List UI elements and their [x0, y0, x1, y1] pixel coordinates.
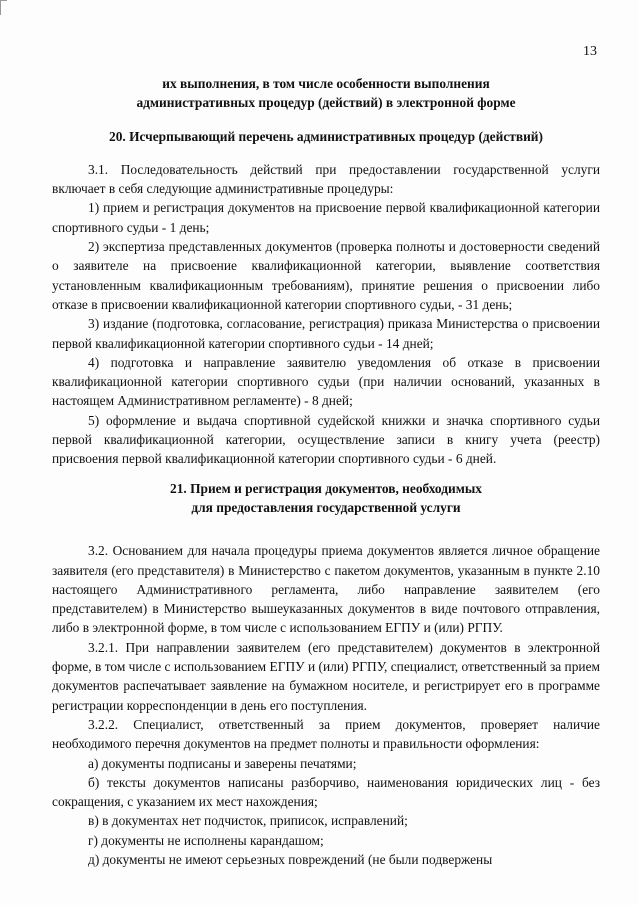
list-item-3: 3) издание (подготовка, согласование, регистрация) приказа Министерства о присвоении первой квалификационной категории спортивного судьи - 14 дней;: [52, 316, 600, 351]
heading-21-line-2: для предоставления государственной услуги: [191, 499, 461, 515]
heading-line-1: их выполнения, в том числе особенности выполнения: [162, 76, 490, 91]
list-item-2: 2) экспертиза представленных документов (проверка полноты и достоверности сведений о заявителе на присвоение квалификационной категории, выявление соответствия установленным квалификационным требованиям), принятие решения о присвоении либо отказе в присвоении квалификационной категории спортивного судьи, - 31 день;: [52, 239, 600, 312]
list-item-d: д) документы не имеют серьезных повреждений (не были подвержены: [88, 851, 493, 867]
page-number: 13: [583, 44, 597, 59]
paragraph-3-1: 3.1. Последовательность действий при предоставлении государственной услуги включает в себя следующие административные процедуры:: [52, 161, 600, 197]
list-item-g: г) документы не исполнены карандашом;: [88, 832, 324, 848]
paragraph-3-2-1: 3.2.1. При направлении заявителем (его представителем) документов в электронной форме, в том числе с использованием ЕГПУ и (или) РГПУ, специалист, ответственный за прием документов распечатывает заявление на бумажном носителе, и регистрирует его в программе регистрации корреспонденции в день его поступления.: [52, 639, 600, 713]
list-item-v: в) в документах нет подчисток, приписок, исправлений;: [88, 813, 408, 829]
list-item-a: а) документы подписаны и заверены печатями;: [88, 755, 357, 771]
list-item-1: 1) прием и регистрация документов на присвоение первой квалификационной категории спортивного судьи - 1 день;: [52, 200, 600, 235]
heading-21-line-1: 21. Прием и регистрация документов, необходимых: [170, 480, 482, 496]
heading-line-2: административных процедур (действий) в электронной форме: [136, 95, 516, 111]
section-heading-continued: [52, 74, 600, 113]
paragraph-3-2-2: 3.2.2. Специалист, ответственный за прием документов, проверяет наличие необходимого перечня документов на предмет полноты и правильности оформления:: [52, 716, 600, 752]
document-body: [52, 74, 600, 869]
paragraph-3-2: 3.2. Основанием для начала процедуры приема документов является личное обращение заявителя (его представителя) в Министерство с пакетом документов, указанным в пункте 2.10 настоящего Административного регламента, либо направление заявителем (его представителем) в Министерство вышеуказанных документов в виде почтового отправления, либо в электронной форме, в том числе с использованием ЕГПУ и (или) РГПУ.: [52, 543, 600, 636]
section-heading-21: [52, 479, 600, 518]
section-heading-20: 20. Исчерпывающий перечень административных процедур (действий): [109, 128, 543, 144]
list-item-5: 5) оформление и выдача спортивной судейской книжки и значка спортивного судьи первой квалификационной категории, осуществление записи в книгу учета (реестр) присвоения первой квалификационной категории спортивного судьи - 6 дней.: [52, 412, 600, 467]
list-item-4: 4) подготовка и направление заявителю уведомления об отказе в присвоении квалификационной категории спортивного судьи (при наличии оснований, указанных в настоящем Административном регламенте) - 8 дней;: [52, 354, 600, 409]
list-item-b: б) тексты документов написаны разборчиво, наименования юридических лиц - без сокращения, с указанием их мест нахождения;: [52, 774, 600, 810]
corner-mark: [0, 0, 7, 15]
